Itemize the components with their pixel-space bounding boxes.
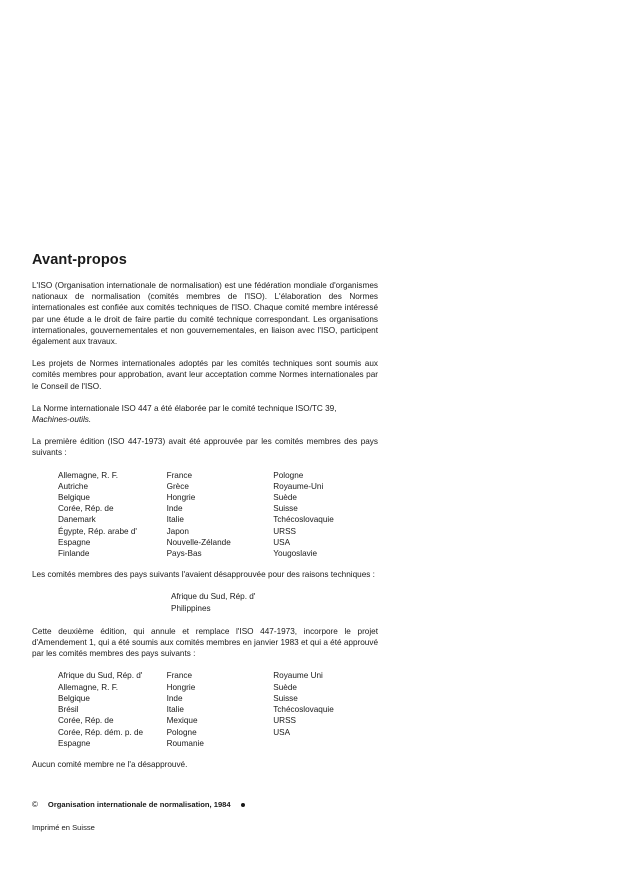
list-item: Danemark (58, 515, 96, 525)
copyright-text: Organisation internationale de normalisation, 1984 (47, 800, 231, 809)
list-item: Finlande (58, 549, 90, 559)
country-column-3 (273, 670, 378, 748)
list-item: Inde (166, 693, 183, 703)
country-column-2 (167, 470, 274, 560)
list-item: Pays-Bas (166, 549, 202, 559)
list-item: Suisse (273, 693, 298, 703)
paragraph-standard (32, 403, 378, 425)
committee-name: Machines-outils. (32, 415, 92, 425)
list-item: URSS (273, 716, 296, 726)
page-title: Avant-propos (32, 252, 127, 268)
list-item: Espagne (58, 537, 91, 547)
paragraph-second-edition: Cette deuxième édition, qui annule et remplace l'ISO 447-1973, incorpore le projet d'Amendement 1, qui a été soumis aux comités membres en janvier 1983 et qui a été approuvé par les comités membres des pays suivants : (32, 626, 378, 659)
list-item: Japon (166, 526, 189, 536)
list-item: France (166, 470, 193, 480)
list-item: Nouvelle-Zélande (166, 537, 231, 547)
country-column-1 (58, 470, 167, 560)
country-list-first-edition (58, 470, 378, 560)
list-item: Allemagne, R. F. (58, 682, 119, 692)
list-item: Hongrie (166, 493, 196, 503)
list-item: Corée, Rép. dém. p. de (58, 727, 144, 737)
list-item: Afrique du Sud, Rép. d' (58, 671, 143, 681)
list-item: URSS (273, 526, 296, 536)
list-item: Égypte, Rép. arabe d' (58, 526, 137, 536)
list-item: Pologne (273, 470, 304, 480)
foreword-section (32, 252, 378, 781)
list-item: Yougoslavie (273, 549, 318, 559)
list-item: Belgique (58, 693, 90, 703)
paragraph-drafts: Les projets de Normes internationales adoptés par les comités techniques sont soumis aux comités membres pour approbation, avant leur acceptation comme Normes internationales par le Conseil de l'ISO. (32, 359, 378, 391)
paragraph-first-edition: La première édition (ISO 447-1973) avait été approuvée par les comités membres des pays suivants : (32, 437, 378, 458)
list-item: Philippines (171, 603, 211, 613)
list-item: Espagne (58, 738, 91, 748)
country-list-disapproval (171, 591, 378, 613)
list-item: Italie (166, 705, 184, 715)
list-item: France (166, 671, 193, 681)
country-column-1 (58, 670, 167, 748)
list-item: USA (273, 537, 291, 547)
list-item: Roumanie (166, 738, 204, 748)
list-item: USA (273, 727, 291, 737)
country-column-3 (273, 470, 378, 560)
bullet-icon (241, 803, 245, 807)
list-item: Tchécoslovaquie (273, 705, 334, 715)
list-item: Suède (273, 682, 297, 692)
printed-in: Imprimé en Suisse (32, 823, 95, 832)
standard-statement: La Norme internationale ISO 447 a été élaborée par le comité technique ISO/TC 39, (32, 403, 337, 413)
country-list-second-edition (58, 670, 378, 748)
list-item: Royaume-Uni (273, 481, 324, 491)
list-item: Afrique du Sud, Rép. d' (171, 592, 256, 602)
paragraph-disapproval: Les comités membres des pays suivants l'avaient désapprouvée pour des raisons techniques : (32, 570, 375, 580)
list-item: Inde (166, 504, 183, 514)
list-item: Italie (166, 515, 184, 525)
copyright-footer (32, 800, 245, 809)
list-item: Corée, Rép. de (58, 504, 114, 514)
list-item: Mexique (166, 716, 198, 726)
list-item: Hongrie (166, 682, 196, 692)
list-item: Belgique (58, 493, 90, 503)
copyright-icon: © (32, 800, 38, 809)
list-item: Royaume Uni (273, 671, 323, 681)
paragraph-no-disapproval: Aucun comité membre ne l'a désapprouvé. (32, 759, 188, 769)
list-item: Tchécoslovaquie (273, 515, 334, 525)
list-item: Suisse (273, 504, 298, 514)
country-column-2 (167, 670, 274, 748)
list-item: Grèce (166, 481, 189, 491)
list-item: Allemagne, R. F. (58, 470, 119, 480)
list-item: Autriche (58, 481, 89, 491)
list-item: Pologne (166, 727, 197, 737)
list-item: Suède (273, 493, 297, 503)
list-item: Corée, Rép. de (58, 716, 114, 726)
paragraph-intro: L'ISO (Organisation internationale de normalisation) est une fédération mondiale d'organismes nationaux de normalisation (comités membres de l'ISO). L'élaboration des Normes internationales est confiée aux comités techniques de l'ISO. Chaque comité membre intéressé par une étude a le droit de faire partie du comité technique correspondant. Les organisations internationales, gouvernementales et non gouvernementales, en liaison avec l'ISO, participent également aux travaux. (32, 281, 378, 347)
list-item: Brésil (58, 705, 79, 715)
